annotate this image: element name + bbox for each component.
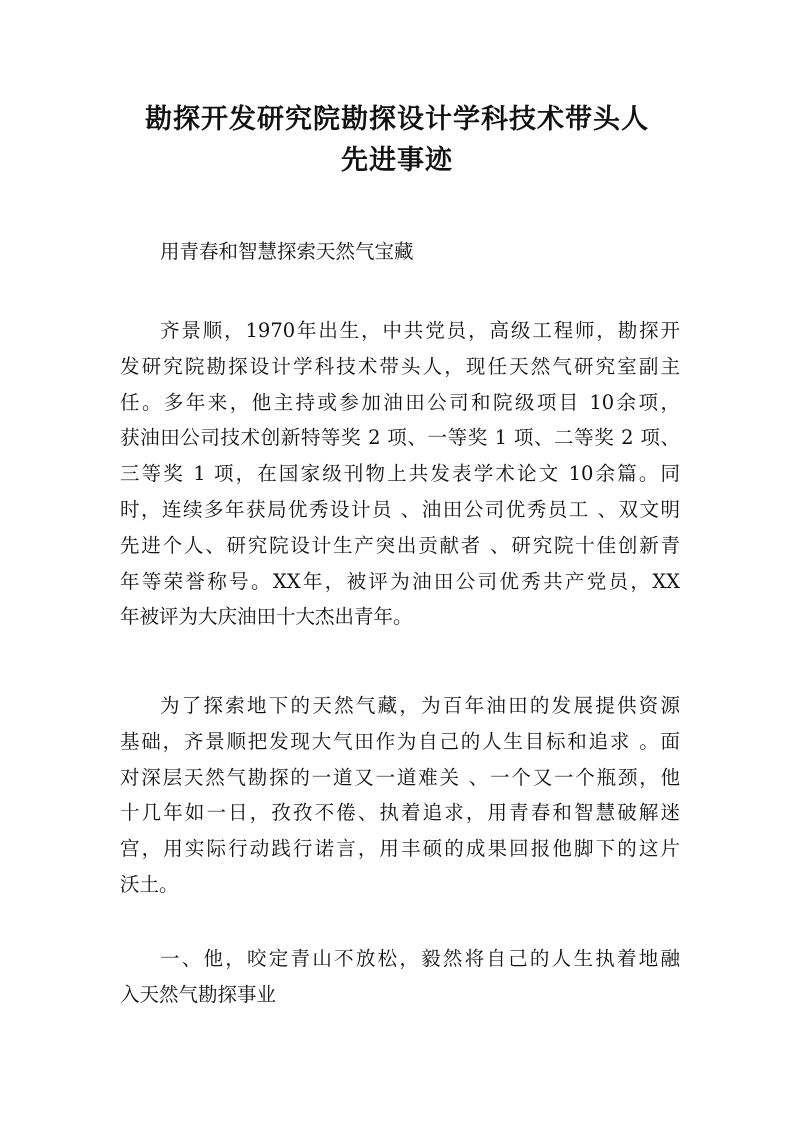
document-subtitle <box>120 234 680 270</box>
paragraph-1-line: 齐景顺，1970年出生，中共党员，高级工程师，勘探开 <box>160 319 680 342</box>
paragraph-1-line: 年等荣誉称号。XX年，被评为油田公司优秀共产党员，XX <box>120 569 680 593</box>
paragraph-2-line: 宫，用实际行动践行诺言，用丰硕的成果回报他脚下的这片 <box>120 837 680 861</box>
paragraph-1-line: 时，连续多年获局优秀设计员 、油田公司优秀员工 、双文明 <box>120 497 680 521</box>
document-title-line-2: 先进事迹 <box>341 145 453 176</box>
paragraph-1-line: 先进个人、研究院设计生产突出贡献者 、研究院十佳创新青 <box>120 533 680 557</box>
paragraph-2-line: 为了探索地下的天然气藏，为百年油田的发展提供资源 <box>160 694 680 717</box>
paragraph-1-line: 发研究院勘探设计学科技术带头人，现任天然气研究室副主 <box>120 354 680 378</box>
paragraph-1-line: 获油田公司技术创新特等奖 2 项、一等奖 1 项、二等奖 2 项、 <box>120 426 680 450</box>
paragraph-3 <box>120 941 680 1013</box>
paragraph-3-line: 一、他，咬定青山不放松，毅然将自己的人生执着地融 <box>160 947 680 970</box>
paragraph-1-line: 三等奖 1 项，在国家级刊物上共发表学术论文 10余篇。同 <box>120 462 680 486</box>
paragraph-2-line: 沃土。 <box>120 872 179 896</box>
paragraph-2 <box>120 688 680 903</box>
paragraph-3-line: 入天然气勘探事业 <box>120 982 277 1006</box>
subtitle-text: 用青春和智慧探索天然气宝藏 <box>160 240 414 263</box>
document-title-line-1: 勘探开发研究院勘探设计学科技术带头人 <box>145 104 649 135</box>
paragraph-1-line: 任。多年来，他主持或参加油田公司和院级项目 10余项， <box>120 390 680 414</box>
paragraph-2-line: 对深层天然气勘探的一道又一道难关 、一个又一个瓶颈，他 <box>120 765 680 789</box>
paragraph-1 <box>120 313 680 635</box>
paragraph-1-line: 年被评为大庆油田十大杰出青年。 <box>120 605 413 629</box>
paragraph-2-line: 十几年如一日，孜孜不倦、执着追求，用青春和智慧破解迷 <box>120 801 680 825</box>
paragraph-2-line: 基础，齐景顺把发现大气田作为自己的人生目标和追求 。面 <box>120 729 680 753</box>
